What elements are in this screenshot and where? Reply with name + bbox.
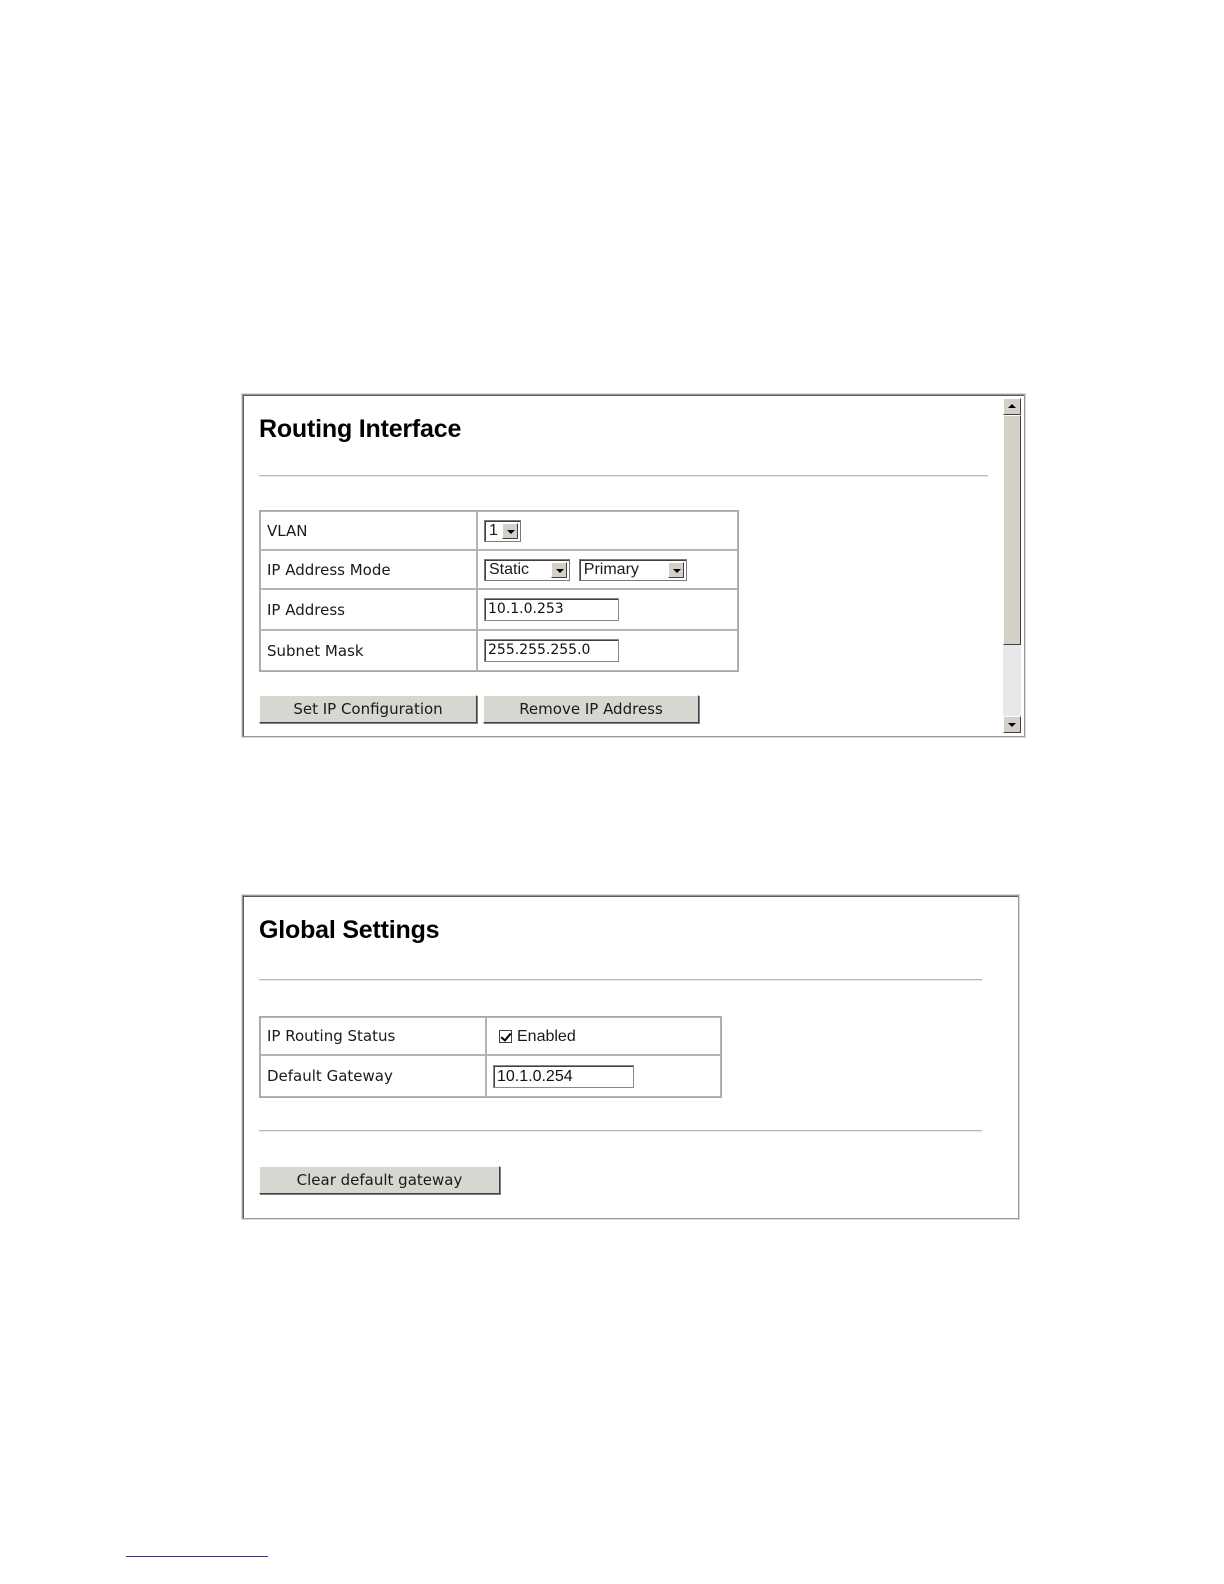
vlan-select[interactable]: [484, 520, 521, 542]
ip-routing-enabled-checkbox[interactable]: [499, 1030, 512, 1043]
subnet-mask-input[interactable]: 255.255.255.0: [484, 639, 619, 662]
title-divider: [259, 979, 982, 981]
clear-default-gateway-button[interactable]: Clear default gateway: [259, 1166, 500, 1194]
global-settings-panel: [242, 895, 1019, 1219]
chevron-down-icon[interactable]: [502, 523, 518, 539]
routing-interface-form: [259, 510, 739, 672]
default-gateway-input[interactable]: 10.1.0.254: [493, 1065, 634, 1088]
vlan-select-value: 1: [489, 521, 498, 539]
default-gateway-row: [260, 1055, 721, 1097]
scroll-down-icon[interactable]: [1003, 716, 1021, 733]
vlan-cell: [477, 511, 738, 550]
ip-mode-select[interactable]: [484, 559, 570, 581]
scroll-up-icon[interactable]: [1003, 398, 1021, 415]
footnote-rule: [126, 1556, 268, 1557]
ip-address-mode-row: [260, 550, 738, 589]
ip-routing-status-row: [260, 1017, 721, 1055]
routing-interface-panel: [242, 394, 1025, 737]
ip-address-mode-cell: [477, 550, 738, 589]
set-ip-configuration-button[interactable]: Set IP Configuration: [259, 695, 477, 723]
ip-routing-enabled-label: Enabled: [517, 1027, 576, 1045]
subnet-mask-row: [260, 630, 738, 671]
form-divider: [259, 1130, 982, 1132]
title-divider: [259, 475, 988, 477]
chevron-down-icon[interactable]: [668, 562, 684, 578]
remove-ip-address-button[interactable]: Remove IP Address: [483, 695, 699, 723]
global-settings-form: [259, 1016, 722, 1098]
ip-routing-status-cell: [486, 1017, 721, 1055]
vertical-scrollbar[interactable]: [1003, 398, 1021, 733]
ip-address-cell: [477, 589, 738, 630]
ip-type-select-value: Primary: [583, 560, 639, 578]
ip-type-select[interactable]: [579, 559, 687, 581]
ip-address-input[interactable]: 10.1.0.253: [484, 598, 619, 621]
ip-mode-select-value: Static: [489, 560, 530, 578]
subnet-mask-cell: [477, 630, 738, 671]
default-gateway-label: Default Gateway: [260, 1055, 486, 1097]
vlan-label: VLAN: [260, 511, 477, 550]
subnet-mask-label: Subnet Mask: [260, 630, 477, 671]
global-settings-title: Global Settings: [259, 916, 440, 944]
default-gateway-cell: [486, 1055, 721, 1097]
scrollbar-thumb[interactable]: [1003, 415, 1021, 645]
ip-routing-status-label: IP Routing Status: [260, 1017, 486, 1055]
ip-address-row: [260, 589, 738, 630]
ip-address-label: IP Address: [260, 589, 477, 630]
chevron-down-icon[interactable]: [551, 562, 567, 578]
vlan-row: [260, 511, 738, 550]
ip-address-mode-label: IP Address Mode: [260, 550, 477, 589]
routing-interface-title: Routing Interface: [259, 415, 462, 443]
